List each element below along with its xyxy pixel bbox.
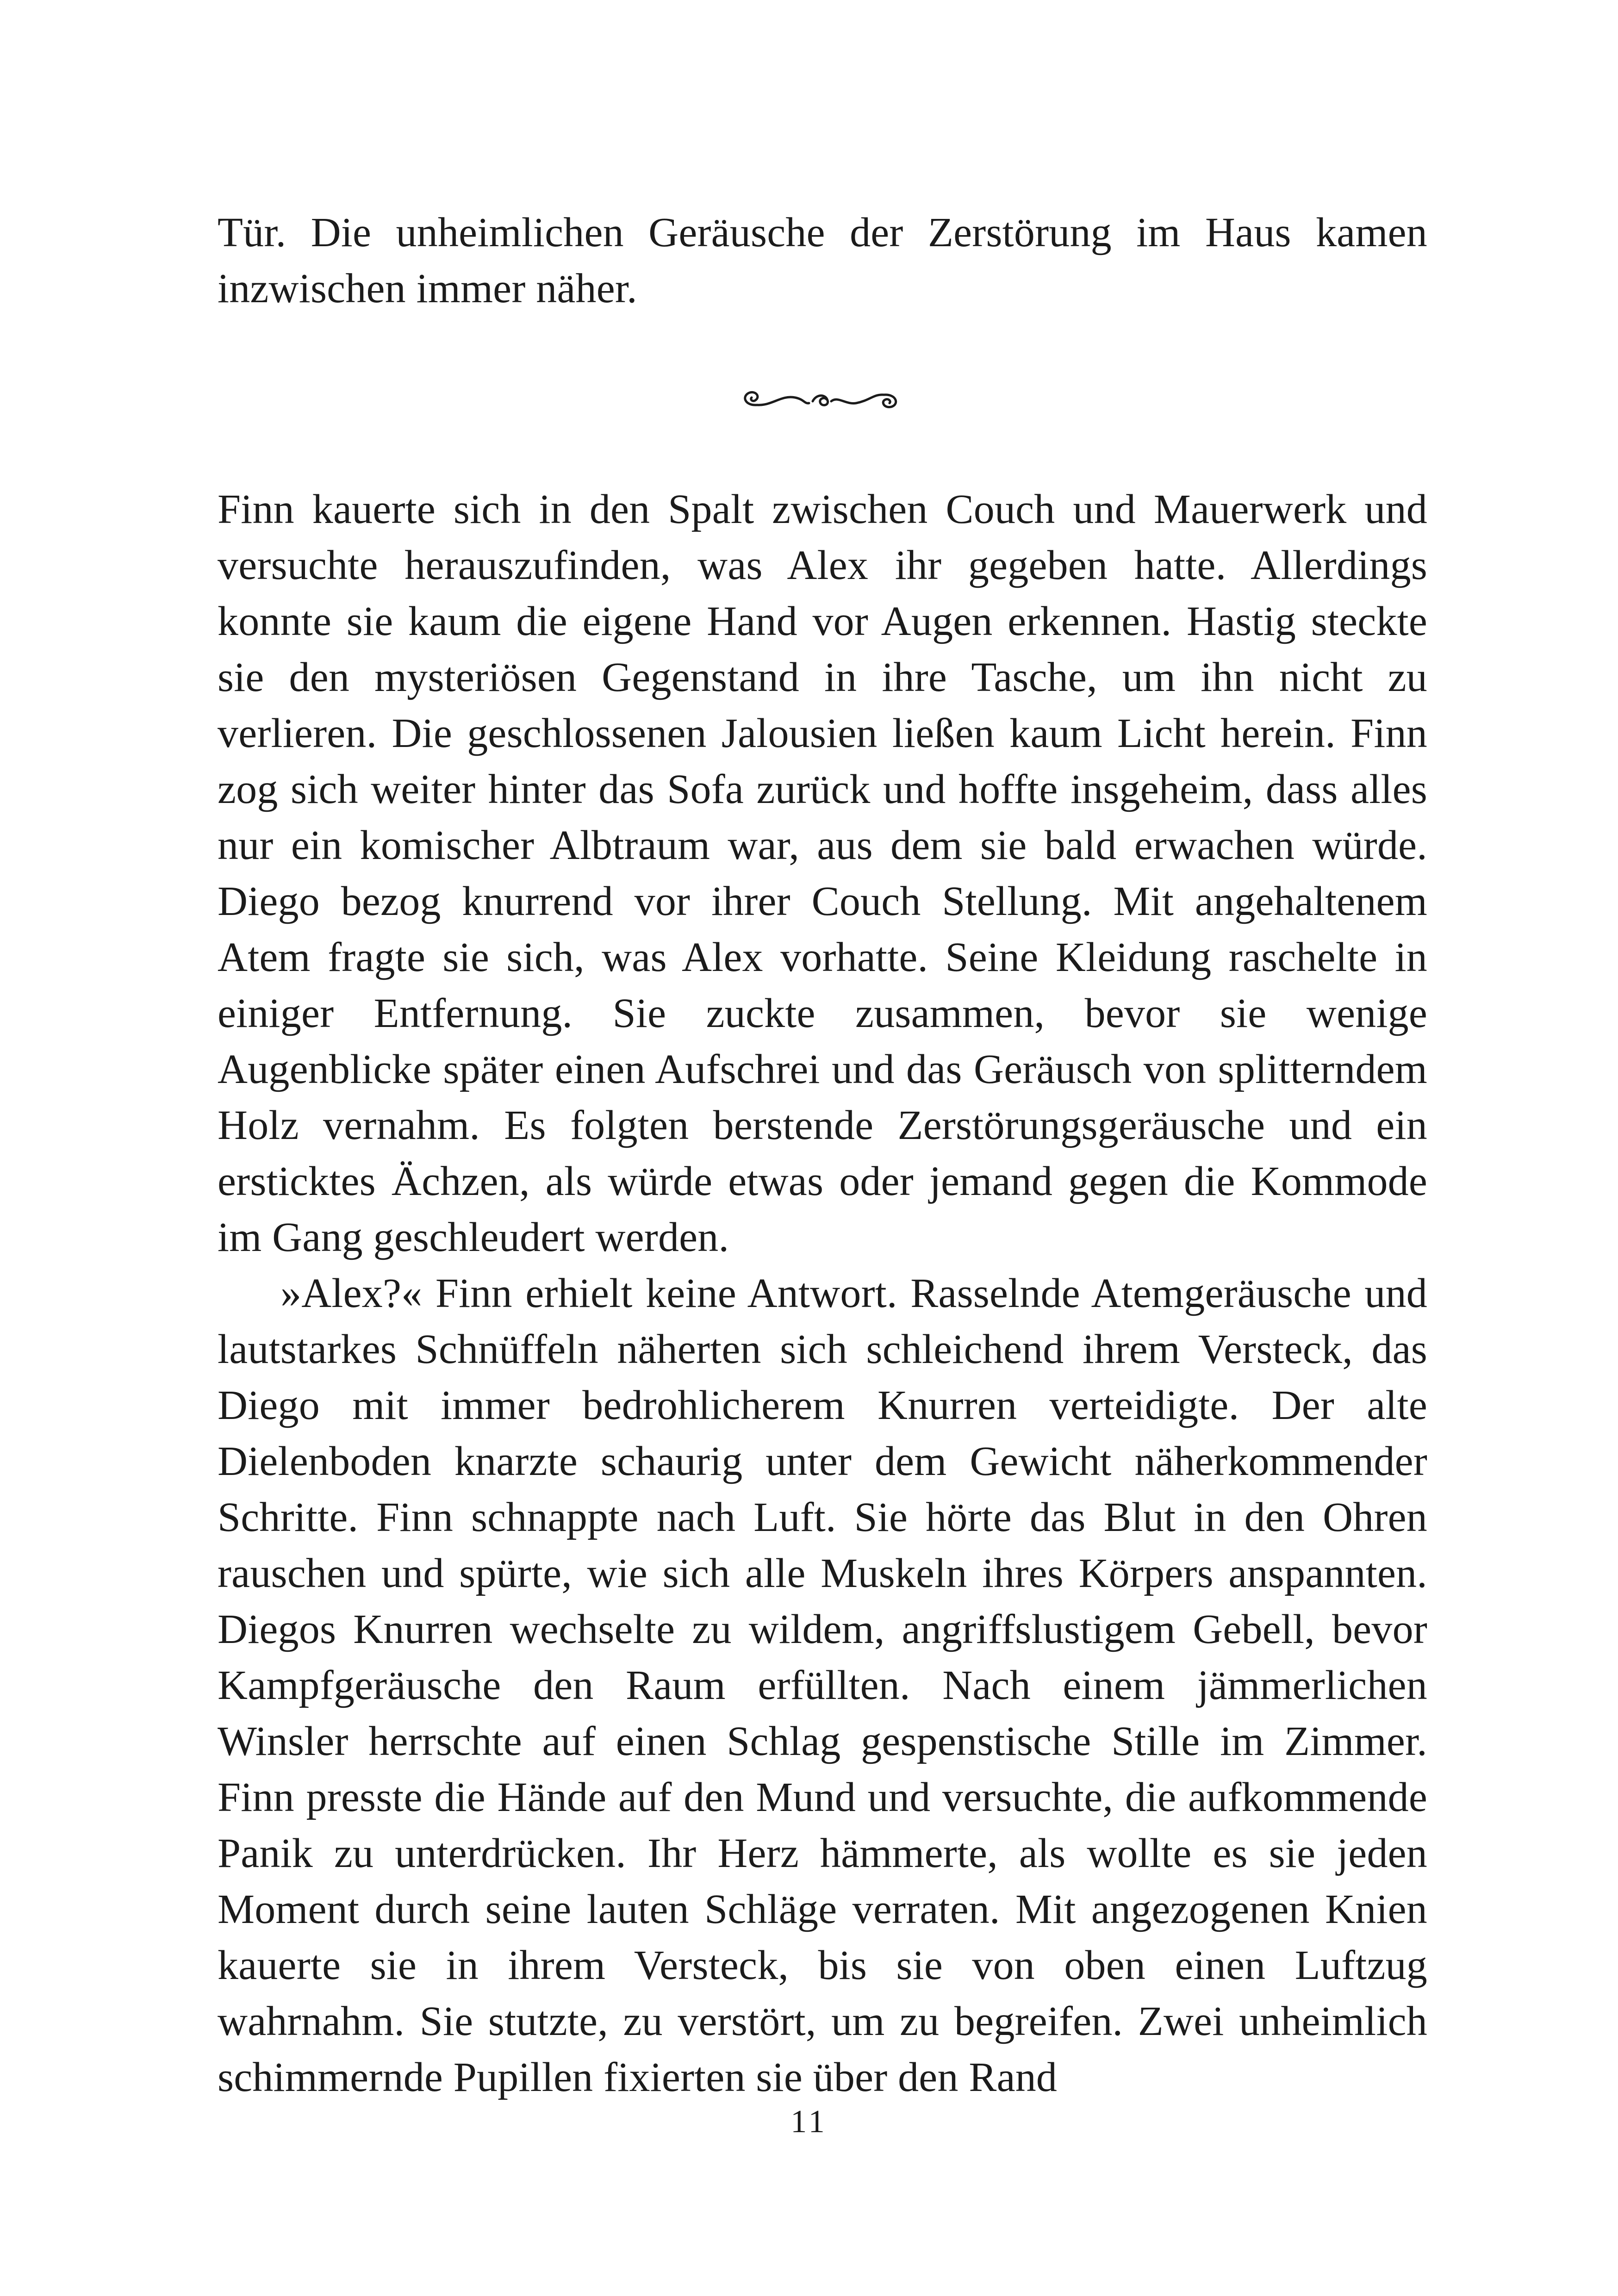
scroll-divider-icon bbox=[735, 381, 906, 418]
main-text-block bbox=[218, 481, 1427, 2105]
opening-text-block bbox=[218, 205, 1427, 317]
paragraph-1: Finn kauerte sich in den Spalt zwischen Couch und Mauerwerk und versuchte herauszufinden, was Alex ihr gegeben hatte. Allerdings konnte sie kaum die eigene Hand vor Augen erkennen. Hastig steckte sie den mysteriösen Gegenstand in ihre Tasche, um ihn nicht zu verlieren. Die geschlossenen Jalousien ließen kaum Licht herein. Finn zog sich weiter hinter das Sofa zurück und hoffte insgeheim, dass alles nur ein komischer Albtraum war, aus dem sie bald erwachen würde. Diego bezog knurrend vor ihrer Couch Stellung. Mit angehaltenem Atem fragte sie sich, was Alex vorhatte. Seine Kleidung raschelte in einiger Entfernung. Sie zuckte zusammen, bevor sie wenige Augenblicke später einen Aufschrei und das Geräusch von splitterndem Holz vernahm. Es folgten berstende Zerstörungsgeräusche und ein ersticktes Ächzen, als würde etwas oder jemand gegen die Kommode im Gang geschleudert werden. bbox=[218, 486, 1427, 1260]
page-number: 11 bbox=[790, 2104, 828, 2140]
paragraph-2: »Alex?« Finn erhielt keine Antwort. Rasselnde Atemgeräusche und lautstarkes Schnüffeln näherten sich schleichend ihrem Versteck, das Diego mit immer bedrohlicherem Knurren verteidigte. Der alte Dielenboden knarzte schaurig unter dem Gewicht näherkommender Schritte. Finn schnappte nach Luft. Sie hörte das Blut in den Ohren rauschen und spürte, wie sich alle Muskeln ihres Körpers anspannten. Diegos Knurren wechselte zu wildem, angriffslustigem Gebell, bevor Kampfgeräusche den Raum erfüllten. Nach einem jämmerlichen Winsler herrschte auf einen Schlag gespenstische Stille im Zimmer. Finn presste die Hände auf den Mund und versuchte, die aufkommende Panik zu unterdrücken. Ihr Herz hämmerte, als wollte es sie jeden Moment durch seine lauten Schläge verraten. Mit angezogenen Knien kauerte sie in ihrem Versteck, bis sie von oben einen Luftzug wahrnahm. Sie stutzte, zu verstört, um zu begreifen. Zwei unheimlich schimmernde Pupillen fixierten sie über den Rand bbox=[218, 1270, 1427, 2100]
opening-paragraph: Tür. Die unheimlichen Geräusche der Zerstörung im Haus kamen inzwischen immer näher. bbox=[218, 210, 1427, 311]
